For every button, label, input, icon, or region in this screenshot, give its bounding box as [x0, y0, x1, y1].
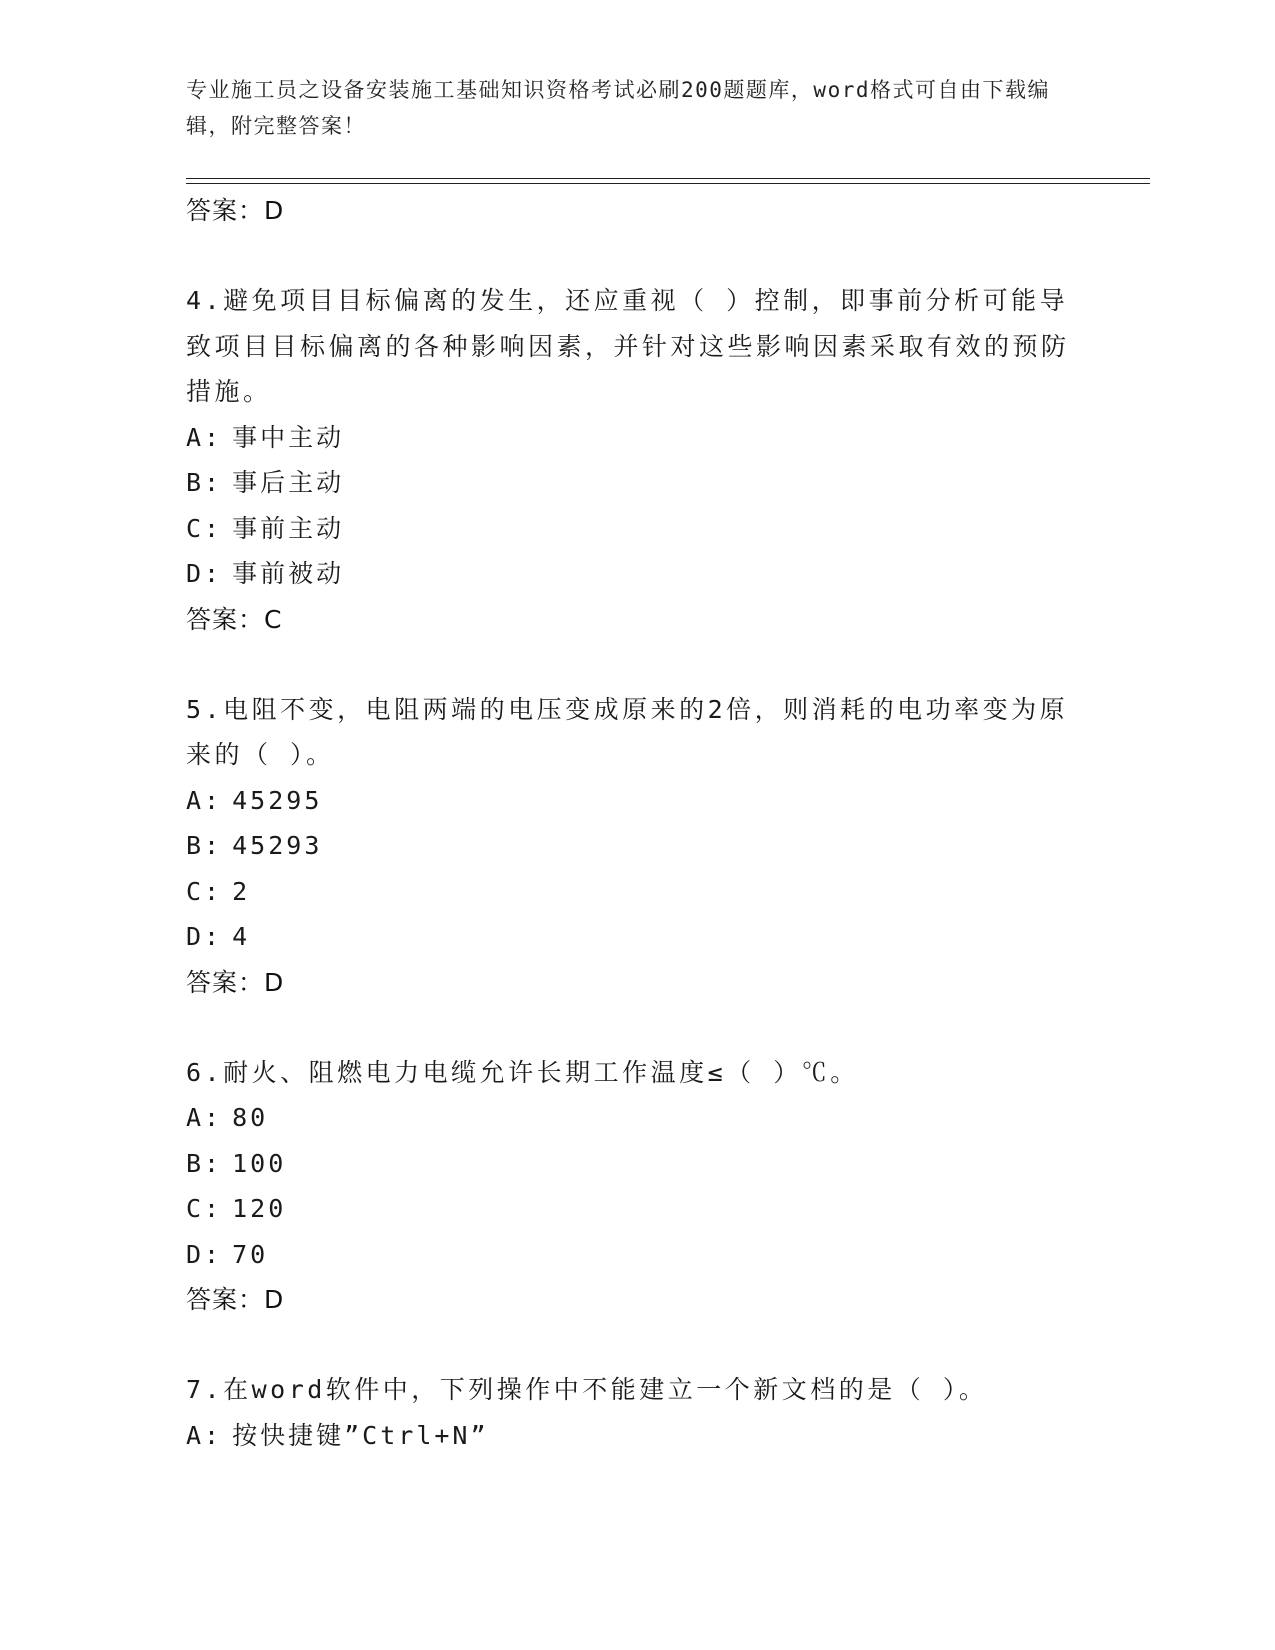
- option-a: [186, 1095, 1086, 1141]
- option-letter: C:: [186, 1194, 223, 1223]
- option-d: [186, 914, 1086, 960]
- option-value: 事前被动: [232, 559, 345, 588]
- option-value: 事中主动: [232, 422, 345, 452]
- option-c: [186, 869, 1086, 915]
- option-d: [186, 1232, 1086, 1278]
- option-value: 事前主动: [232, 513, 345, 543]
- option-letter: A:: [186, 1420, 223, 1450]
- option-value: 2: [232, 876, 251, 906]
- answer-line: 答案：D: [186, 1285, 285, 1314]
- question-text: 4.避免项目目标偏离的发生，还应重视（ ）控制，即事前分析可能导致项目目标偏离的各种影响因素，并针对这些影响因素采取有效的预防措施。: [186, 286, 1070, 406]
- option-letter: C:: [186, 513, 223, 543]
- header-rule-bottom: [186, 183, 1150, 184]
- option-letter: B:: [186, 468, 223, 497]
- option-c: [186, 506, 1086, 552]
- option-a: [186, 1413, 1086, 1459]
- answer-line: 答案：D: [186, 196, 285, 225]
- option-letter: D:: [186, 1239, 223, 1269]
- header-rule-top: [186, 178, 1150, 179]
- option-a: [186, 778, 1086, 824]
- option-b: [186, 460, 1086, 506]
- option-c: [186, 1186, 1086, 1232]
- option-letter: A:: [186, 785, 223, 815]
- option-letter: B:: [186, 1148, 223, 1178]
- option-value: 100: [232, 1148, 287, 1178]
- question-list: [186, 188, 1086, 1458]
- document-header: 专业施工员之设备安装施工基础知识资格考试必刷200题题库，word格式可自由下载编辑，附完整答案！: [186, 78, 1050, 138]
- question-item: [186, 1050, 1086, 1324]
- option-letter: D:: [186, 559, 223, 588]
- question-item: [186, 278, 1086, 643]
- option-value: 45293: [232, 831, 323, 860]
- option-letter: B:: [186, 831, 223, 860]
- option-value: 120: [232, 1194, 287, 1223]
- question-item: [186, 687, 1086, 1006]
- question-text: 5.电阻不变，电阻两端的电压变成原来的2倍，则消耗的电功率变为原来的（ ）。: [186, 694, 1069, 769]
- option-value: 70: [232, 1239, 269, 1269]
- option-d: [186, 551, 1086, 597]
- option-value: 4: [232, 922, 251, 951]
- option-b: [186, 823, 1086, 869]
- option-value: 事后主动: [232, 468, 345, 497]
- answer-line: 答案：D: [186, 967, 285, 997]
- question-text: 7.在word软件中，下列操作中不能建立一个新文档的是（ ）。: [186, 1375, 988, 1404]
- question-item: [186, 1367, 1086, 1458]
- option-letter: D:: [186, 922, 223, 951]
- option-a: [186, 415, 1086, 461]
- option-letter: A:: [186, 422, 223, 452]
- question-text: 6.耐火、阻燃电力电缆允许长期工作温度≤（ ）℃。: [186, 1057, 859, 1087]
- option-letter: A:: [186, 1103, 223, 1132]
- option-value: 按快捷键”Ctrl+N”: [232, 1420, 489, 1450]
- option-value: 45295: [232, 785, 323, 815]
- option-b: [186, 1141, 1086, 1187]
- answer-line: 答案：C: [186, 604, 283, 634]
- option-letter: C:: [186, 876, 223, 906]
- option-value: 80: [232, 1103, 269, 1132]
